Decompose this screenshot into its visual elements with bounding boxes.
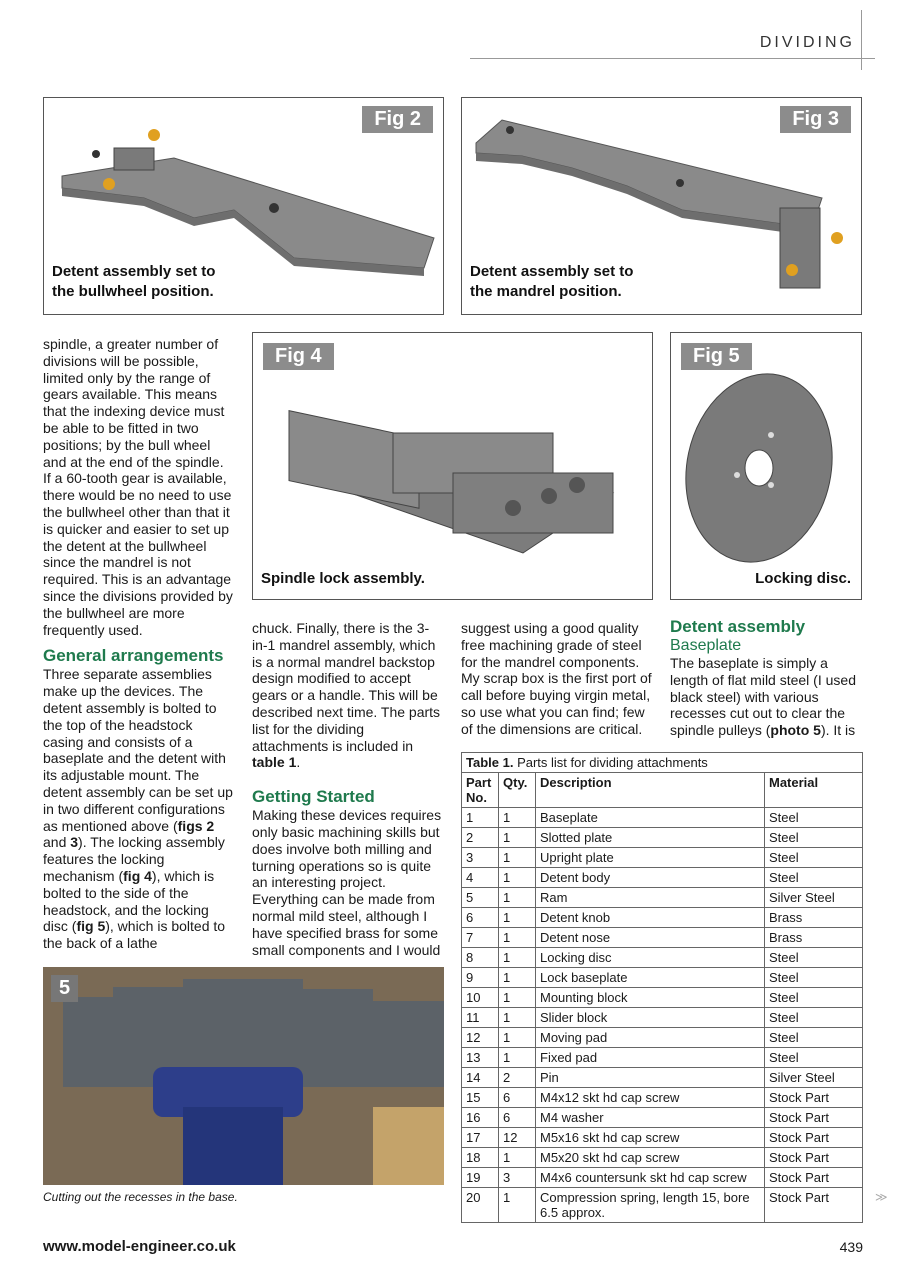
fig3-caption [470,262,633,302]
header-material: Material [765,773,863,808]
cell-part-no: 8 [462,948,499,968]
table-row [462,1008,863,1028]
cell-part-no: 4 [462,868,499,888]
cell-material: Steel [765,1028,863,1048]
photo-5 [43,967,444,1185]
table-row [462,1068,863,1088]
cell-material: Steel [765,968,863,988]
table-row [462,1148,863,1168]
cell-qty: 1 [499,908,536,928]
cell-qty: 2 [499,1068,536,1088]
figure-4 [252,332,653,600]
continue-arrow-icon: ≫ [875,1190,888,1204]
cell-material: Steel [765,828,863,848]
cell-qty: 1 [499,1148,536,1168]
cell-part-no: 11 [462,1008,499,1028]
cell-part-no: 15 [462,1088,499,1108]
column-1 [43,336,235,952]
cell-material: Stock Part [765,1168,863,1188]
cell-description: M5x20 skt hd cap screw [536,1148,765,1168]
cell-part-no: 17 [462,1128,499,1148]
cell-qty: 1 [499,1008,536,1028]
cell-part-no: 18 [462,1148,499,1168]
table-row [462,1168,863,1188]
cell-part-no: 7 [462,928,499,948]
cell-description: Baseplate [536,808,765,828]
header-part-no: Part No. [462,773,499,808]
cell-part-no: 2 [462,828,499,848]
cell-part-no: 14 [462,1068,499,1088]
cell-part-no: 5 [462,888,499,908]
cell-material: Stock Part [765,1128,863,1148]
parts-table [461,752,863,1223]
table-row [462,968,863,988]
cell-qty: 1 [499,1048,536,1068]
cell-part-no: 20 [462,1188,499,1223]
cell-qty: 1 [499,868,536,888]
table-row [462,1048,863,1068]
parts-table-container [461,752,863,1223]
figure-5 [670,332,862,600]
cell-qty: 1 [499,1028,536,1048]
fig5-caption: Locking disc. [755,570,851,587]
cell-qty: 3 [499,1168,536,1188]
table-row [462,988,863,1008]
page-number: 439 [839,1239,863,1255]
column-3 [461,620,653,738]
header-description: Description [536,773,765,808]
fig2-label: Fig 2 [362,106,433,133]
cell-material: Stock Part [765,1188,863,1223]
cell-qty: 1 [499,988,536,1008]
cell-qty: 12 [499,1128,536,1148]
table-row [462,1028,863,1048]
photo-5-image [43,967,444,1185]
fig3-label: Fig 3 [780,106,851,133]
fig2-caption-line2: the bullwheel position. [52,283,214,300]
col2-paragraph-2: Making these devices requires only basic machining skills but does involve both milling and turning operations so is quite an interesting project. Everything can be made from normal mild steel, although I have specified brass for some small components and I would [252,807,442,958]
cell-description: Lock baseplate [536,968,765,988]
table-header-row [462,773,863,808]
table-row [462,1088,863,1108]
cell-qty: 1 [499,928,536,948]
fig2-caption [52,262,215,302]
fig5-label: Fig 5 [681,343,752,370]
cell-qty: 1 [499,1188,536,1223]
parts-table-caption: Table 1. Parts list for dividing attachments [461,752,863,772]
cell-material: Stock Part [765,1108,863,1128]
cell-description: M4x6 countersunk skt hd cap screw [536,1168,765,1188]
table-row [462,908,863,928]
table-row [462,888,863,908]
cell-qty: 6 [499,1088,536,1108]
cell-description: Slider block [536,1008,765,1028]
col2-paragraph-1: chuck. Finally, there is the 3-in-1 mandrel assembly, which is a normal mandrel backstop design modified to accept gears or a handle. This will be described next time. The parts list for the dividing attachments is included in table 1. [252,620,441,771]
cell-material: Steel [765,948,863,968]
cell-description: Upright plate [536,848,765,868]
cell-description: Locking disc [536,948,765,968]
cell-material: Steel [765,808,863,828]
cell-part-no: 13 [462,1048,499,1068]
cell-description: Detent nose [536,928,765,948]
cell-qty: 1 [499,808,536,828]
cell-material: Steel [765,868,863,888]
cell-description: Detent body [536,868,765,888]
cell-part-no: 12 [462,1028,499,1048]
section-title: DIVIDING [759,34,855,51]
cell-material: Brass [765,908,863,928]
cell-part-no: 10 [462,988,499,1008]
table-row [462,1188,863,1223]
cell-material: Brass [765,928,863,948]
cell-part-no: 6 [462,908,499,928]
parts-table-body [462,808,863,1223]
cell-material: Steel [765,1048,863,1068]
cell-part-no: 9 [462,968,499,988]
column-4 [670,617,862,739]
fig4-illustration [253,333,653,600]
table-row [462,848,863,868]
header-rule [470,58,875,59]
heading-getting-started: Getting Started [252,787,375,807]
fig5-illustration [671,333,862,600]
cell-description: M5x16 skt hd cap screw [536,1128,765,1148]
heading-general-arrangements: General arrangements [43,646,224,666]
table-row [462,868,863,888]
fig4-caption: Spindle lock assembly. [261,570,425,587]
cell-material: Steel [765,988,863,1008]
table-row [462,808,863,828]
cell-qty: 6 [499,1108,536,1128]
cell-description: Mounting block [536,988,765,1008]
cell-description: Detent knob [536,908,765,928]
figure-3 [461,97,862,315]
col3-paragraph-1: suggest using a good quality free machining grade of steel for the mandrel components. My scrap box is the first port of call before buying virgin metal, so use what you can find; few of the dimensions are critical. [461,620,652,737]
fig3-caption-line2: the mandrel position. [470,283,622,300]
cell-description: M4 washer [536,1108,765,1128]
cell-part-no: 3 [462,848,499,868]
cell-qty: 1 [499,888,536,908]
cell-description: M4x12 skt hd cap screw [536,1088,765,1108]
cell-material: Silver Steel [765,888,863,908]
cell-description: Pin [536,1068,765,1088]
cell-material: Steel [765,1008,863,1028]
cell-qty: 1 [499,848,536,868]
cell-part-no: 1 [462,808,499,828]
cell-description: Compression spring, length 15, bore 6.5 approx. [536,1188,765,1223]
photo-5-label: 5 [51,975,78,1002]
cell-material: Steel [765,848,863,868]
table-row [462,1108,863,1128]
footer-url[interactable]: www.model-engineer.co.uk [43,1238,236,1255]
cell-part-no: 16 [462,1108,499,1128]
fig2-caption-line1: Detent assembly set to [52,263,216,280]
fig3-caption-line1: Detent assembly set to [470,263,634,280]
cell-description: Slotted plate [536,828,765,848]
cell-description: Ram [536,888,765,908]
header-vertical-rule [861,10,862,70]
cell-part-no: 19 [462,1168,499,1188]
cell-material: Stock Part [765,1088,863,1108]
col1-paragraph-1: spindle, a greater number of divisions will be possible, limited only by the range of gears available. This means that the indexing device must be able to be fitted in two positions; by the bull wheel and at the end of the spindle. If a 60-tooth gear is available, there would be no need to use the bullwheel other than that it is quicker and easier to set up the detent at the bullwheel since the mandrel is not required. This is an advantage since the divisions provided by the bullwheel are more frequently used. [43,336,233,638]
col4-paragraph-1: The baseplate is simply a length of flat mild steel (I used black steel) with various recesses cut out to clear the spindle pulleys (photo 5). It is [670,655,856,739]
table-row [462,928,863,948]
header-qty: Qty. [499,773,536,808]
table-row [462,1128,863,1148]
cell-material: Stock Part [765,1148,863,1168]
figure-2 [43,97,444,315]
column-2 [252,620,444,958]
cell-material: Silver Steel [765,1068,863,1088]
photo-5-caption: Cutting out the recesses in the base. [43,1190,238,1204]
cell-qty: 1 [499,828,536,848]
cell-description: Moving pad [536,1028,765,1048]
cell-qty: 1 [499,948,536,968]
fig4-label: Fig 4 [263,343,334,370]
cell-description: Fixed pad [536,1048,765,1068]
table-row [462,948,863,968]
table-row [462,828,863,848]
heading-baseplate: Baseplate [670,637,742,654]
cell-qty: 1 [499,968,536,988]
heading-detent-assembly: Detent assembly [670,617,806,636]
col1-paragraph-2: Three separate assemblies make up the devices. The detent assembly is bolted to the top of the headstock casing and consists of a baseplate and the detent with its adjustable mount. The detent assembly can be set up in two different configurations as mentioned above (figs 2 and 3). The locking assembly features the locking mechanism (fig 4), which is bolted to the side of the headstock, and the locking disc (fig 5), which is bolted to the back of a lathe [43,666,233,952]
